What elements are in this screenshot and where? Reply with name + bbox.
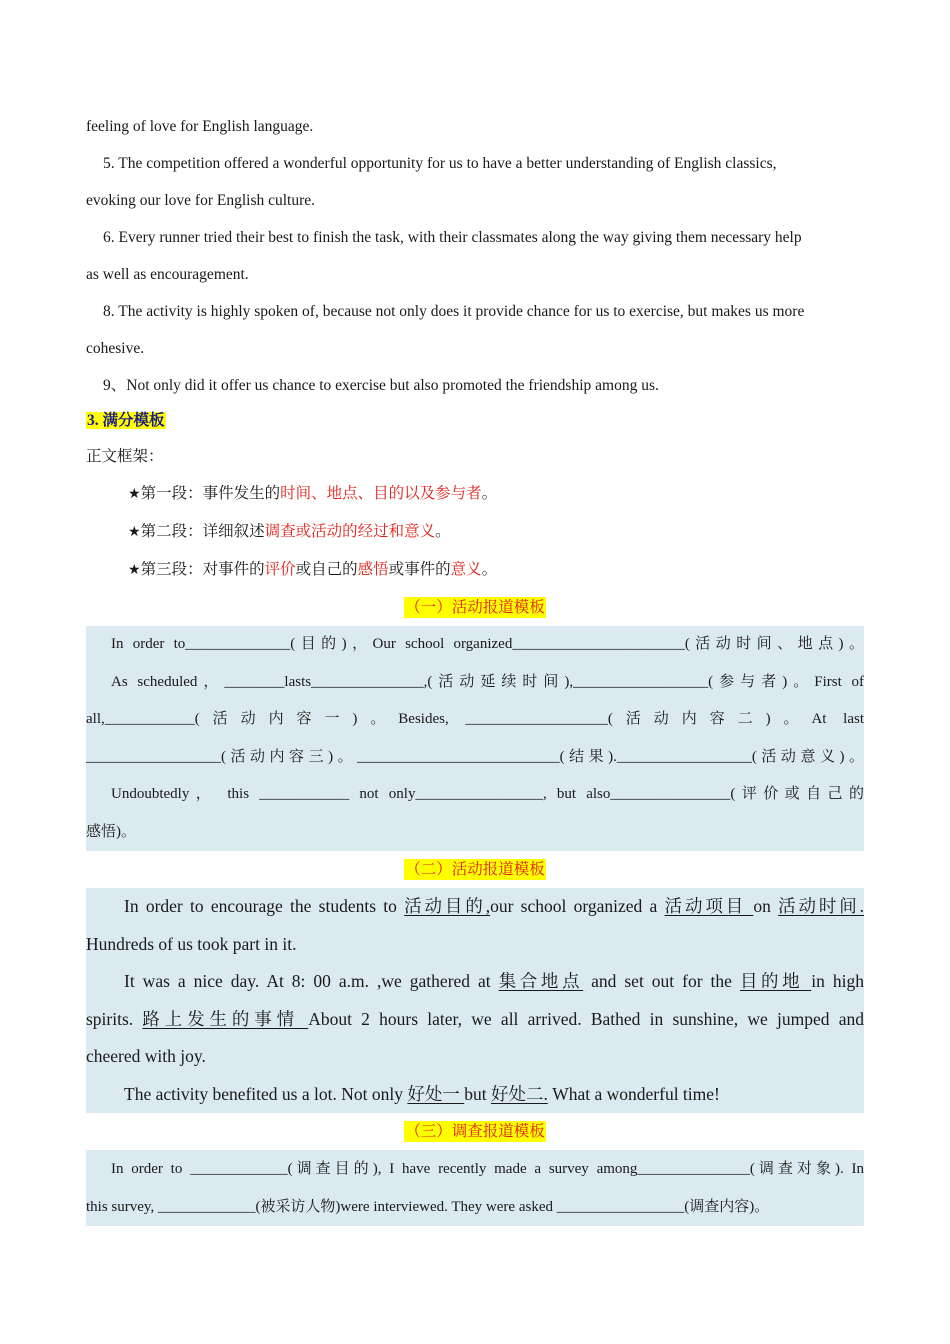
intro-line: feeling of love for English language. bbox=[86, 118, 314, 135]
template1-box bbox=[86, 626, 864, 851]
framework-item: ★第一段：事件发生的时间、地点、目的以及参与者。 bbox=[128, 485, 498, 502]
template-line: As scheduled，________lasts_______________,(活动延续时间),__________________(参与者)。First of bbox=[111, 673, 864, 690]
template3-box bbox=[86, 1150, 864, 1226]
template-line: It was a nice day. At 8: 00 a.m. ,we gathered at 集合地点 and set out for the 目的地 in high bbox=[124, 971, 864, 991]
intro-line: as well as encouragement. bbox=[86, 266, 249, 283]
template-line: this survey, _____________(被采访人物)were interviewed. They were asked _________________(调查内容)。 bbox=[86, 1199, 770, 1215]
intro-line: 8. The activity is highly spoken of, because not only does it provide chance for us to exercise, but makes us more bbox=[103, 303, 805, 320]
template-line: Hundreds of us took part in it. bbox=[86, 933, 297, 954]
intro-line: cohesive. bbox=[86, 340, 145, 357]
intro-line: 6. Every runner tried their best to finish the task, with their classmates along the way giving them necessary help bbox=[103, 229, 802, 246]
intro-line: evoking our love for English culture. bbox=[86, 192, 316, 209]
framework-item: ★第二段：详细叙述调查或活动的经过和意义。 bbox=[128, 523, 451, 540]
document-page bbox=[86, 108, 864, 1226]
template2-box bbox=[86, 888, 864, 1113]
template2-title: （二）活动报道模板 bbox=[405, 861, 545, 878]
template-line: The activity benefited us a lot. Not only 好处一 but 好处二. What a wonderful time! bbox=[124, 1083, 720, 1104]
template-line: Undoubtedly， this ____________ not only_________________, but also________________(评价或自己的 bbox=[111, 786, 864, 802]
template-line: In order to _____________(调查目的), I have recently made a survey among_______________(调查对象). In bbox=[111, 1161, 864, 1177]
template-line: In order to encourage the students to 活动目的,our school organized a 活动项目 on 活动时间. bbox=[124, 896, 865, 916]
framework-label: 正文框架： bbox=[86, 448, 164, 465]
template-line: cheered with joy. bbox=[86, 1046, 206, 1066]
template1-title: （一）活动报道模板 bbox=[405, 599, 545, 616]
framework-item: ★第三段：对事件的评价或自己的感悟或事件的意义。 bbox=[128, 561, 498, 578]
template-line: spirits. 路上发生的事情 About 2 hours later, we all arrived. Bathed in sunshine, we jumped and bbox=[86, 1008, 864, 1029]
intro-line: 9、Not only did it offer us chance to exercise but also promoted the friendship among us. bbox=[103, 377, 659, 394]
star-icon: ★ bbox=[128, 486, 141, 502]
template3-title: （三）调查报道模板 bbox=[405, 1123, 545, 1140]
template-line: __________________(活动内容三)。___________________________(结果).__________________(活动意义)。 bbox=[86, 748, 864, 765]
star-icon: ★ bbox=[128, 562, 141, 578]
section-heading: 3. 满分模板 bbox=[87, 412, 165, 429]
template-line: all,____________(活动内容一)。Besides, ___________________(活动内容二)。At last bbox=[86, 711, 864, 727]
template-line: In order to______________(目的)，Our school organized_______________________(活动时间、地点)。 bbox=[111, 636, 864, 652]
template-line: 感悟)。 bbox=[86, 823, 136, 840]
intro-line: 5. The competition offered a wonderful opportunity for us to have a better understanding of English classics, bbox=[103, 155, 777, 172]
star-icon: ★ bbox=[128, 524, 141, 540]
